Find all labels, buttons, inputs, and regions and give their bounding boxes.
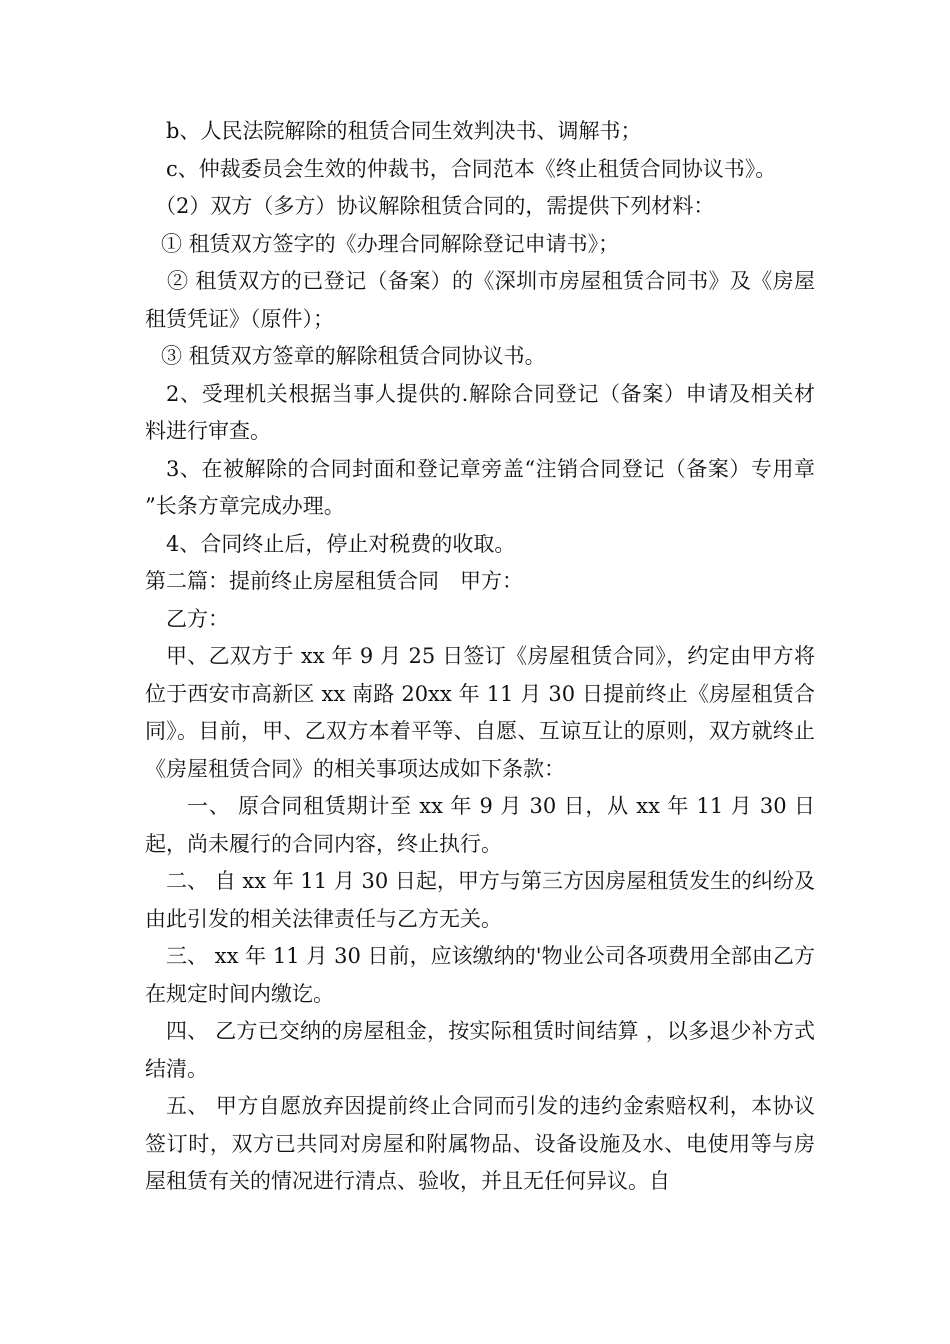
paragraph-circle-2: ② 租赁双方的已登记（备案）的《深圳市房屋租赁合同书》及《房屋租赁凭证》（原件）；	[145, 269, 815, 331]
clause-three: 三、 xx 年 11 月 30 日前，应该缴纳的'物业公司各项费用全部由乙方在规定时间内缴讫。	[145, 944, 815, 1006]
clause-one: 一、 原合同租赁期计至 xx 年 9 月 30 日，从 xx 年 11 月 30 日起，尚未履行的合同内容，终止执行。	[145, 794, 815, 856]
paragraph-intro: 甲、乙双方于 xx 年 9 月 25 日签订《房屋租赁合同》，约定由甲方将位于西安市高新区 xx 南路 20xx 年 11 月 30 日提前终止《房屋租赁合同》。目前，甲、乙双方本着平等、自愿、互谅互让的原则，双方就终止《房屋租赁合同》的相关事项达成如下条款：	[145, 644, 815, 781]
paragraph-circle-3: ③ 租赁双方签章的解除租赁合同协议书。	[161, 344, 546, 368]
paragraph-circle-1: ① 租赁双方签字的《办理合同解除登记申请书》；	[161, 231, 620, 256]
paragraph-step-4: 4、合同终止后，停止对税费的收取。	[166, 531, 516, 556]
paragraph-party-b: 乙方：	[166, 606, 229, 631]
clause-four: 四、 乙方已交纳的房屋租金，按实际租赁时间结算 ，以多退少补方式结清。	[145, 1019, 815, 1081]
paragraph-b: b、人民法院解除的租赁合同生效判决书、调解书；	[166, 119, 642, 143]
paragraph-step-2: 2、受理机关根据当事人提供的.解除合同登记（备案）申请及相关材料进行审查。	[145, 381, 815, 443]
paragraph-c: c、仲裁委员会生效的仲裁书，合同范本《终止租赁合同协议书》。	[166, 156, 777, 181]
paragraph-item-2: （2）双方（多方）协议解除租赁合同的，需提供下列材料：	[155, 194, 715, 218]
paragraph-step-3: 3、在被解除的合同封面和登记章旁盖“注销合同登记（备案）专用章 ”长条方章完成办理。	[145, 456, 815, 518]
section-heading-second: 第二篇：提前终止房屋租赁合同 甲方：	[145, 569, 523, 593]
document-body	[145, 113, 815, 1201]
clause-five: 五、 甲方自愿放弃因提前终止合同而引发的违约金索赔权利，本协议签订时，双方已共同对房屋和附属物品、设备设施及水、电使用等与房屋租赁有关的情况进行清点、验收，并且无任何异议。自	[145, 1094, 815, 1193]
clause-two: 二、 自 xx 年 11 月 30 日起，甲方与第三方因房屋租赁发生的纠纷及由此引发的相关法律责任与乙方无关。	[145, 869, 815, 931]
